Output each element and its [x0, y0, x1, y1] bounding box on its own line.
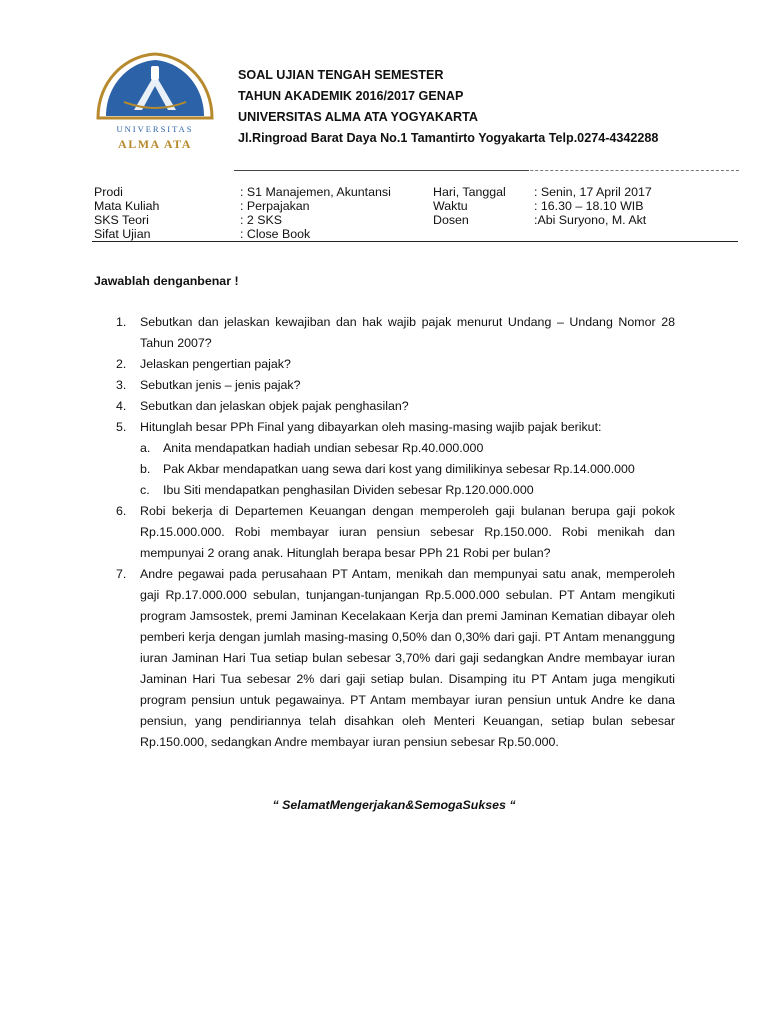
sub-question-letter: b.	[140, 462, 151, 476]
question-number: 1.	[116, 315, 127, 329]
question-list	[94, 312, 675, 753]
question-item	[94, 501, 675, 564]
dosen-label: Dosen	[433, 213, 469, 227]
header-address: Jl.Ringroad Barat Daya No.1 Tamantirto Yogyakarta Telp.0274-4342288	[238, 131, 659, 145]
sub-question-text: Pak Akbar mendapatkan uang sewa dari kost yang dimilikinya sebesar Rp.14.000.000	[163, 462, 635, 476]
university-logo	[94, 52, 216, 154]
dosen-value: :Abi Suryono, M. Akt	[534, 213, 647, 227]
instruction: Jawablah denganbenar !	[94, 274, 239, 288]
sub-question-item	[94, 459, 675, 480]
question-number: 5.	[116, 420, 127, 434]
logo-text-top: UNIVERSITAS	[116, 124, 194, 134]
sub-question-letter: c.	[140, 483, 150, 497]
sifat-label: Sifat Ujian	[94, 227, 151, 241]
question-item	[94, 375, 675, 396]
sub-question-item	[94, 438, 675, 459]
sub-question-text: Ibu Siti mendapatkan penghasilan Dividen sebesar Rp.120.000.000	[163, 483, 534, 497]
header-title: SOAL UJIAN TENGAH SEMESTER	[238, 68, 444, 82]
question-item	[94, 312, 675, 354]
hari-label: Hari, Tanggal	[433, 185, 506, 199]
waktu-label: Waktu	[433, 199, 468, 213]
question-number: 4.	[116, 399, 127, 413]
question-text: Sebutkan dan jelaskan kewajiban dan hak wajib pajak menurut Undang – Undang Nomor 28 Tahun 2007?	[140, 315, 675, 350]
sks-value: : 2 SKS	[240, 213, 283, 227]
closing-text: “ SelamatMengerjakan&SemogaSukses “	[272, 798, 516, 812]
sub-question-letter: a.	[140, 441, 151, 455]
info-divider	[92, 241, 738, 242]
matkul-value: : Perpajakan	[240, 199, 310, 213]
question-item	[94, 396, 675, 417]
sks-label: SKS Teori	[94, 213, 149, 227]
question-item	[94, 564, 675, 753]
question-number: 7.	[116, 567, 127, 581]
prodi-value: : S1 Manajemen, Akuntansi	[240, 185, 391, 199]
waktu-value: : 16.30 – 18.10 WIB	[534, 199, 644, 213]
question-number: 6.	[116, 504, 127, 518]
header-academic-year: TAHUN AKADEMIK 2016/2017 GENAP	[238, 89, 464, 103]
question-text: Sebutkan dan jelaskan objek pajak penghasilan?	[140, 399, 409, 413]
question-number: 2.	[116, 357, 127, 371]
closing-note	[0, 798, 768, 812]
logo-text-bottom: ALMA ATA	[118, 137, 192, 151]
question-text: Sebutkan jenis – jenis pajak?	[140, 378, 301, 392]
question-text: Robi bekerja di Departemen Keuangan dengan memperoleh gaji bulanan berupa gaji pokok Rp.15.000.000. Robi membayar iuran pensiun sebesar Rp.150.000. Robi menikah dan mempunyai 2 orang anak. Hitunglah berapa besar PPh 21 Robi per bulan?	[140, 504, 675, 560]
question-text: Andre pegawai pada perusahaan PT Antam, menikah dan mempunyai satu anak, memperoleh gaji Rp.17.000.000 sebulan, tunjangan-tunjangan Rp.5.000.000 sebulan. PT Antam mengikuti program Jamsostek, premi Jaminan Kecelakaan Kerja dan premi Jaminan Kematian dibayar oleh pemberi kerja dengan jumlah masing-masing 0,50% dan 0,30% dari gaji. PT Antam menanggung iuran Jaminan Hari Tua setiap bulan sebesar 3,70% dari gaji sedangkan Andre membayar iuran Jaminan Hari Tua sebesar 2% dari gaji setiap bulan. Disamping itu PT Antam juga mengikuti program pensiun untuk pegawainya. PT Antam membayar iuran pensiun untuk Andre ke dana pensiun, yang pendiriannya telah disahkan oleh Menteri Keuangan, setiap bulan sebesar Rp.150.000, sedangkan Andre membayar iuran pensiun sebesar Rp.50.000.	[140, 567, 675, 749]
question-number: 3.	[116, 378, 127, 392]
question-text: Hitunglah besar PPh Final yang dibayarkan oleh masing-masing wajib pajak berikut:	[140, 420, 602, 434]
hari-value: : Senin, 17 April 2017	[534, 185, 652, 199]
header-university: UNIVERSITAS ALMA ATA YOGYAKARTA	[238, 110, 478, 124]
prodi-label: Prodi	[94, 185, 123, 199]
sub-question-item	[94, 480, 675, 501]
question-item	[94, 354, 675, 375]
header-divider-solid	[234, 170, 529, 171]
question-item	[94, 417, 675, 438]
sifat-value: : Close Book	[240, 227, 311, 241]
sub-question-text: Anita mendapatkan hadiah undian sebesar Rp.40.000.000	[163, 441, 484, 455]
matkul-label: Mata Kuliah	[94, 199, 160, 213]
question-text: Jelaskan pengertian pajak?	[140, 357, 291, 371]
